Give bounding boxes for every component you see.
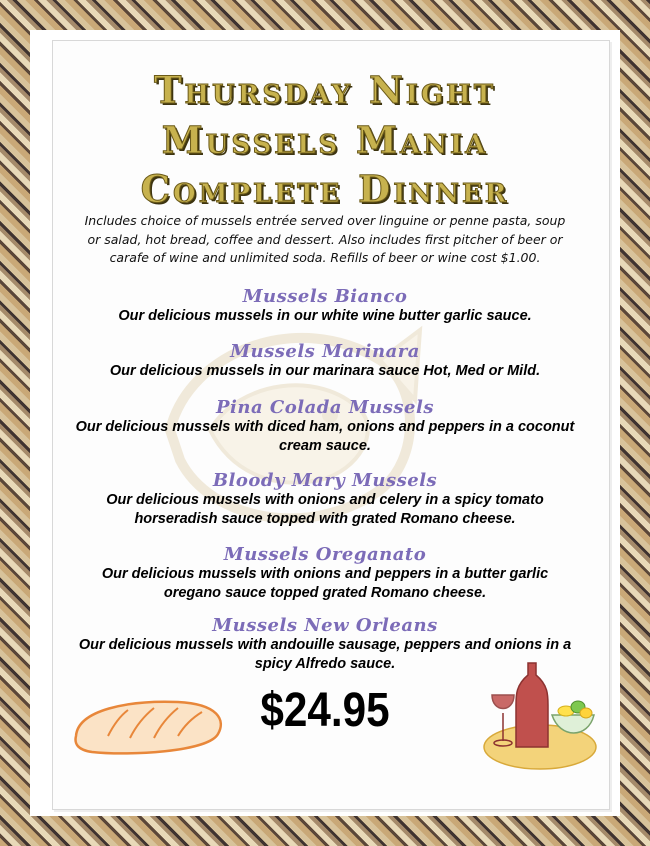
- menu-item-name: Bloody Mary Mussels: [212, 470, 438, 491]
- bread-illustration: [68, 696, 228, 758]
- menu-item-desc: Our delicious mussels with onions and peppers in a butter garlic oregano sauce topped grated Romano cheese.: [101, 566, 549, 601]
- menu-item-desc: Our delicious mussels in our white wine butter garlic sauce.: [118, 308, 532, 324]
- price: $24.95: [260, 684, 390, 737]
- menu-item-desc: Our delicious mussels in our marinara sauce Hot, Med or Mild.: [109, 363, 541, 379]
- menu-item-name: Mussels Oreganato: [223, 544, 427, 565]
- menu-item-desc: Our delicious mussels with andouille sausage, peppers and onions in a spicy Alfredo sauce.: [78, 637, 572, 672]
- title-line-2: Mussels Mania: [161, 118, 489, 162]
- menu-item-name: Pina Colada Mussels: [216, 397, 434, 418]
- menu-item-desc: Our delicious mussels with diced ham, onions and peppers in a coconut cream sauce.: [75, 419, 575, 454]
- intro-text: Includes choice of mussels entrée served over linguine or penne pasta, soup or salad, hot bread, coffee and dessert. Also includes first pitcher of beer or carafe of wine and unlimited soda. Refills of beer or wine cost $1.00.: [84, 213, 566, 265]
- menu-item-name: Mussels Bianco: [242, 286, 408, 307]
- title-line-1: Thursday Night: [153, 68, 497, 112]
- wine-and-fruit-illustration: [478, 655, 608, 773]
- menu-item-name: Mussels Marinara: [230, 341, 420, 362]
- menu-item-desc: Our delicious mussels with onions and celery in a spicy tomato horseradish sauce topped with grated Romano cheese.: [106, 492, 544, 527]
- menu-item-name: Mussels New Orleans: [212, 615, 438, 636]
- title-line-3: Complete Dinner: [140, 167, 510, 211]
